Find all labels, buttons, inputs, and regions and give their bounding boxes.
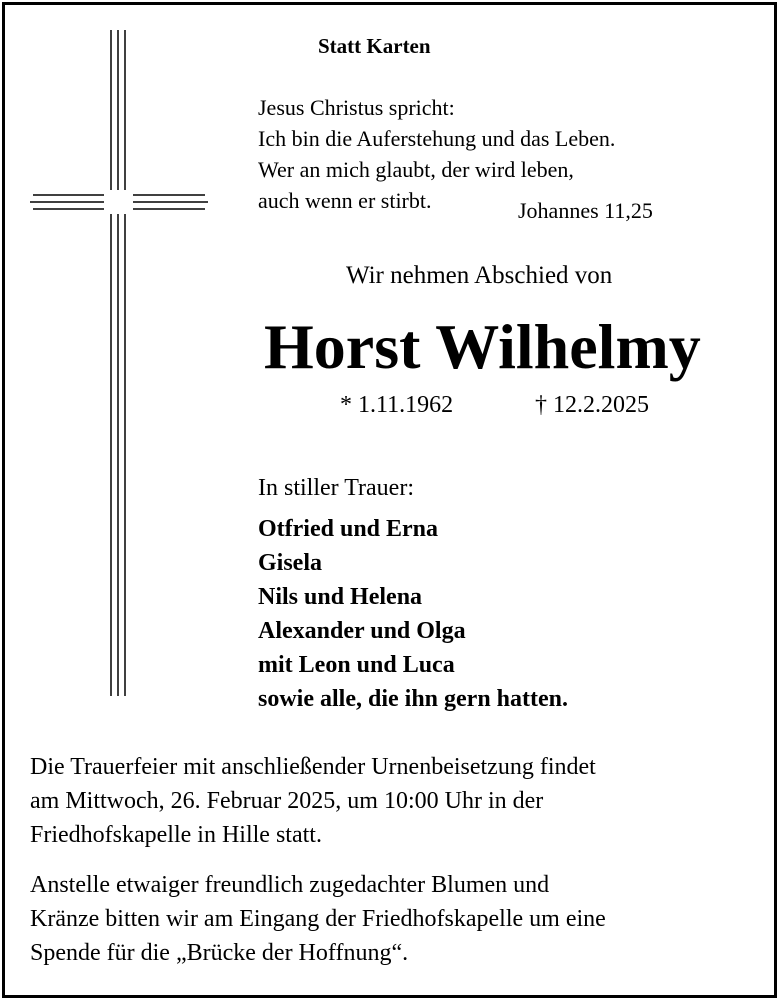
donation-paragraph: [30, 868, 606, 970]
quote-line: Ich bin die Auferstehung und das Leben.: [258, 126, 616, 151]
mourner-name: Gisela: [258, 550, 322, 576]
service-line: am Mittwoch, 26. Februar 2025, um 10:00 Uhr in der: [30, 788, 544, 814]
service-line: Friedhofskapelle in Hille statt.: [30, 822, 322, 848]
birth-date: * 1.11.1962: [340, 392, 454, 418]
quote-line: Jesus Christus spricht:: [258, 95, 455, 120]
quote-line: auch wenn er stirbt.: [258, 188, 432, 213]
mourner-name: Nils und Helena: [258, 584, 423, 610]
mourner-name: Alexander und Olga: [258, 618, 466, 644]
mourner-name: mit Leon und Luca: [258, 652, 455, 678]
service-paragraph: [30, 750, 596, 852]
quote-line: Wer an mich glaubt, der wird leben,: [258, 157, 574, 182]
mourner-name: Otfried und Erna: [258, 516, 439, 542]
mourning-intro: In stiller Trauer:: [258, 475, 414, 501]
donation-line: Spende für die „Brücke der Hoffnung“.: [30, 940, 409, 966]
mourner-name: sowie alle, die ihn gern hatten.: [258, 686, 568, 712]
mourners-list: [258, 512, 568, 716]
donation-line: Anstelle etwaiger freundlich zugedachter Blumen und: [30, 872, 550, 898]
service-line: Die Trauerfeier mit anschließender Urnenbeisetzung findet: [30, 754, 596, 780]
statt-karten-heading: Statt Karten: [318, 34, 431, 58]
deceased-name: Horst Wilhelmy: [264, 311, 701, 382]
donation-line: Kränze bitten wir am Eingang der Friedhofskapelle um eine: [30, 906, 606, 932]
death-date: † 12.2.2025: [535, 392, 649, 418]
quote-reference: Johannes 11,25: [518, 198, 653, 223]
farewell-intro: Wir nehmen Abschied von: [346, 262, 613, 289]
